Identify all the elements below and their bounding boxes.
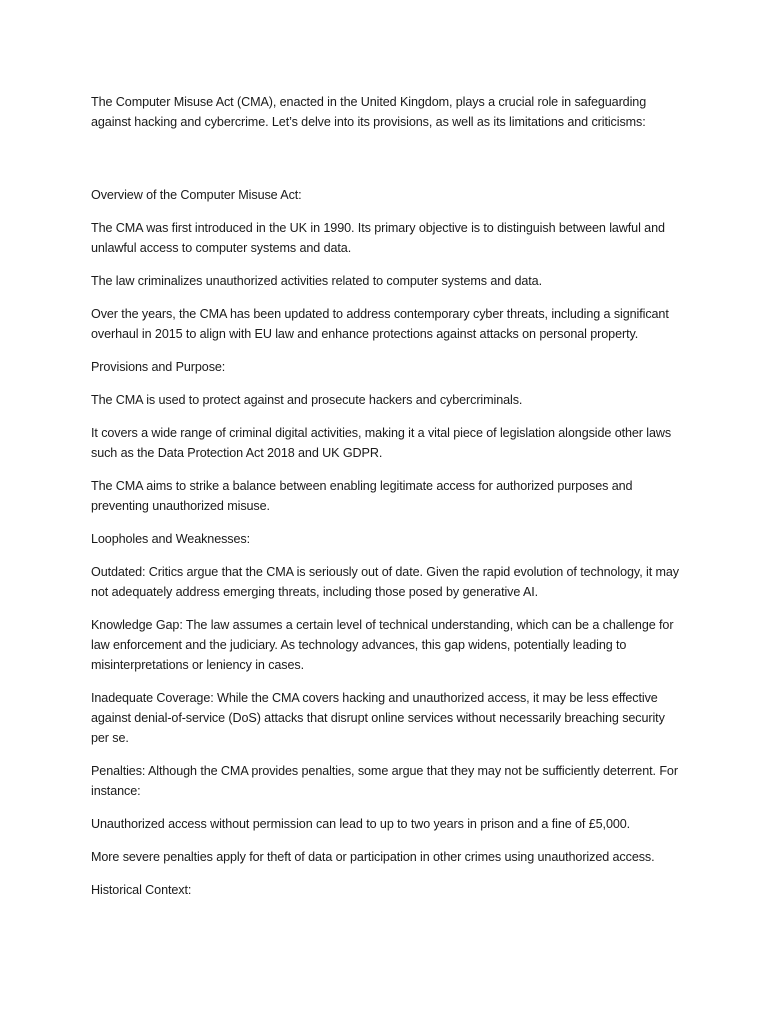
paragraph: It covers a wide range of criminal digital activities, making it a vital piece of legislation alongside other laws such as the Data Protection Act 2018 and UK GDPR. — [91, 426, 672, 460]
paragraph: Over the years, the CMA has been updated to address contemporary cyber threats, including a significant overhaul in 2015 to align with EU law and enhance protections against attacks on personal property. — [91, 307, 669, 341]
paragraph: The CMA aims to strike a balance between enabling legitimate access for authorized purposes and preventing unauthorized misuse. — [91, 479, 633, 513]
document-body — [91, 92, 683, 913]
paragraph: Unauthorized access without permission can lead to up to two years in prison and a fine of £5,000. — [91, 817, 631, 831]
paragraph: Penalties: Although the CMA provides penalties, some argue that they may not be sufficiently deterrent. For instance: — [91, 764, 678, 798]
section-heading-historical-context: Historical Context: — [91, 883, 192, 897]
section-heading-overview: Overview of the Computer Misuse Act: — [91, 188, 302, 202]
paragraph: Outdated: Critics argue that the CMA is seriously out of date. Given the rapid evolution of technology, it may not adequately address emerging threats, including those posed by generative AI. — [91, 565, 679, 599]
paragraph: More severe penalties apply for theft of data or participation in other crimes using unauthorized access. — [91, 850, 655, 864]
section-heading-provisions: Provisions and Purpose: — [91, 360, 226, 374]
section-heading-loopholes: Loopholes and Weaknesses: — [91, 532, 250, 546]
paragraph: The CMA is used to protect against and prosecute hackers and cybercriminals. — [91, 393, 523, 407]
intro-paragraph: The Computer Misuse Act (CMA), enacted in the United Kingdom, plays a crucial role in safeguarding against hacking and cybercrime. Let’s delve into its provisions, as well as its limitations and criticisms: — [91, 95, 647, 129]
paragraph: Inadequate Coverage: While the CMA covers hacking and unauthorized access, it may be less effective against denial-of-service (DoS) attacks that disrupt online services without necessarily breaching security per se. — [91, 691, 665, 745]
paragraph: Knowledge Gap: The law assumes a certain level of technical understanding, which can be a challenge for law enforcement and the judiciary. As technology advances, this gap widens, potentially leading to misinterpretations or leniency in cases. — [91, 618, 674, 672]
paragraph: The CMA was first introduced in the UK in 1990. Its primary objective is to distinguish between lawful and unlawful access to computer systems and data. — [91, 221, 665, 255]
paragraph: The law criminalizes unauthorized activities related to computer systems and data. — [91, 274, 542, 288]
